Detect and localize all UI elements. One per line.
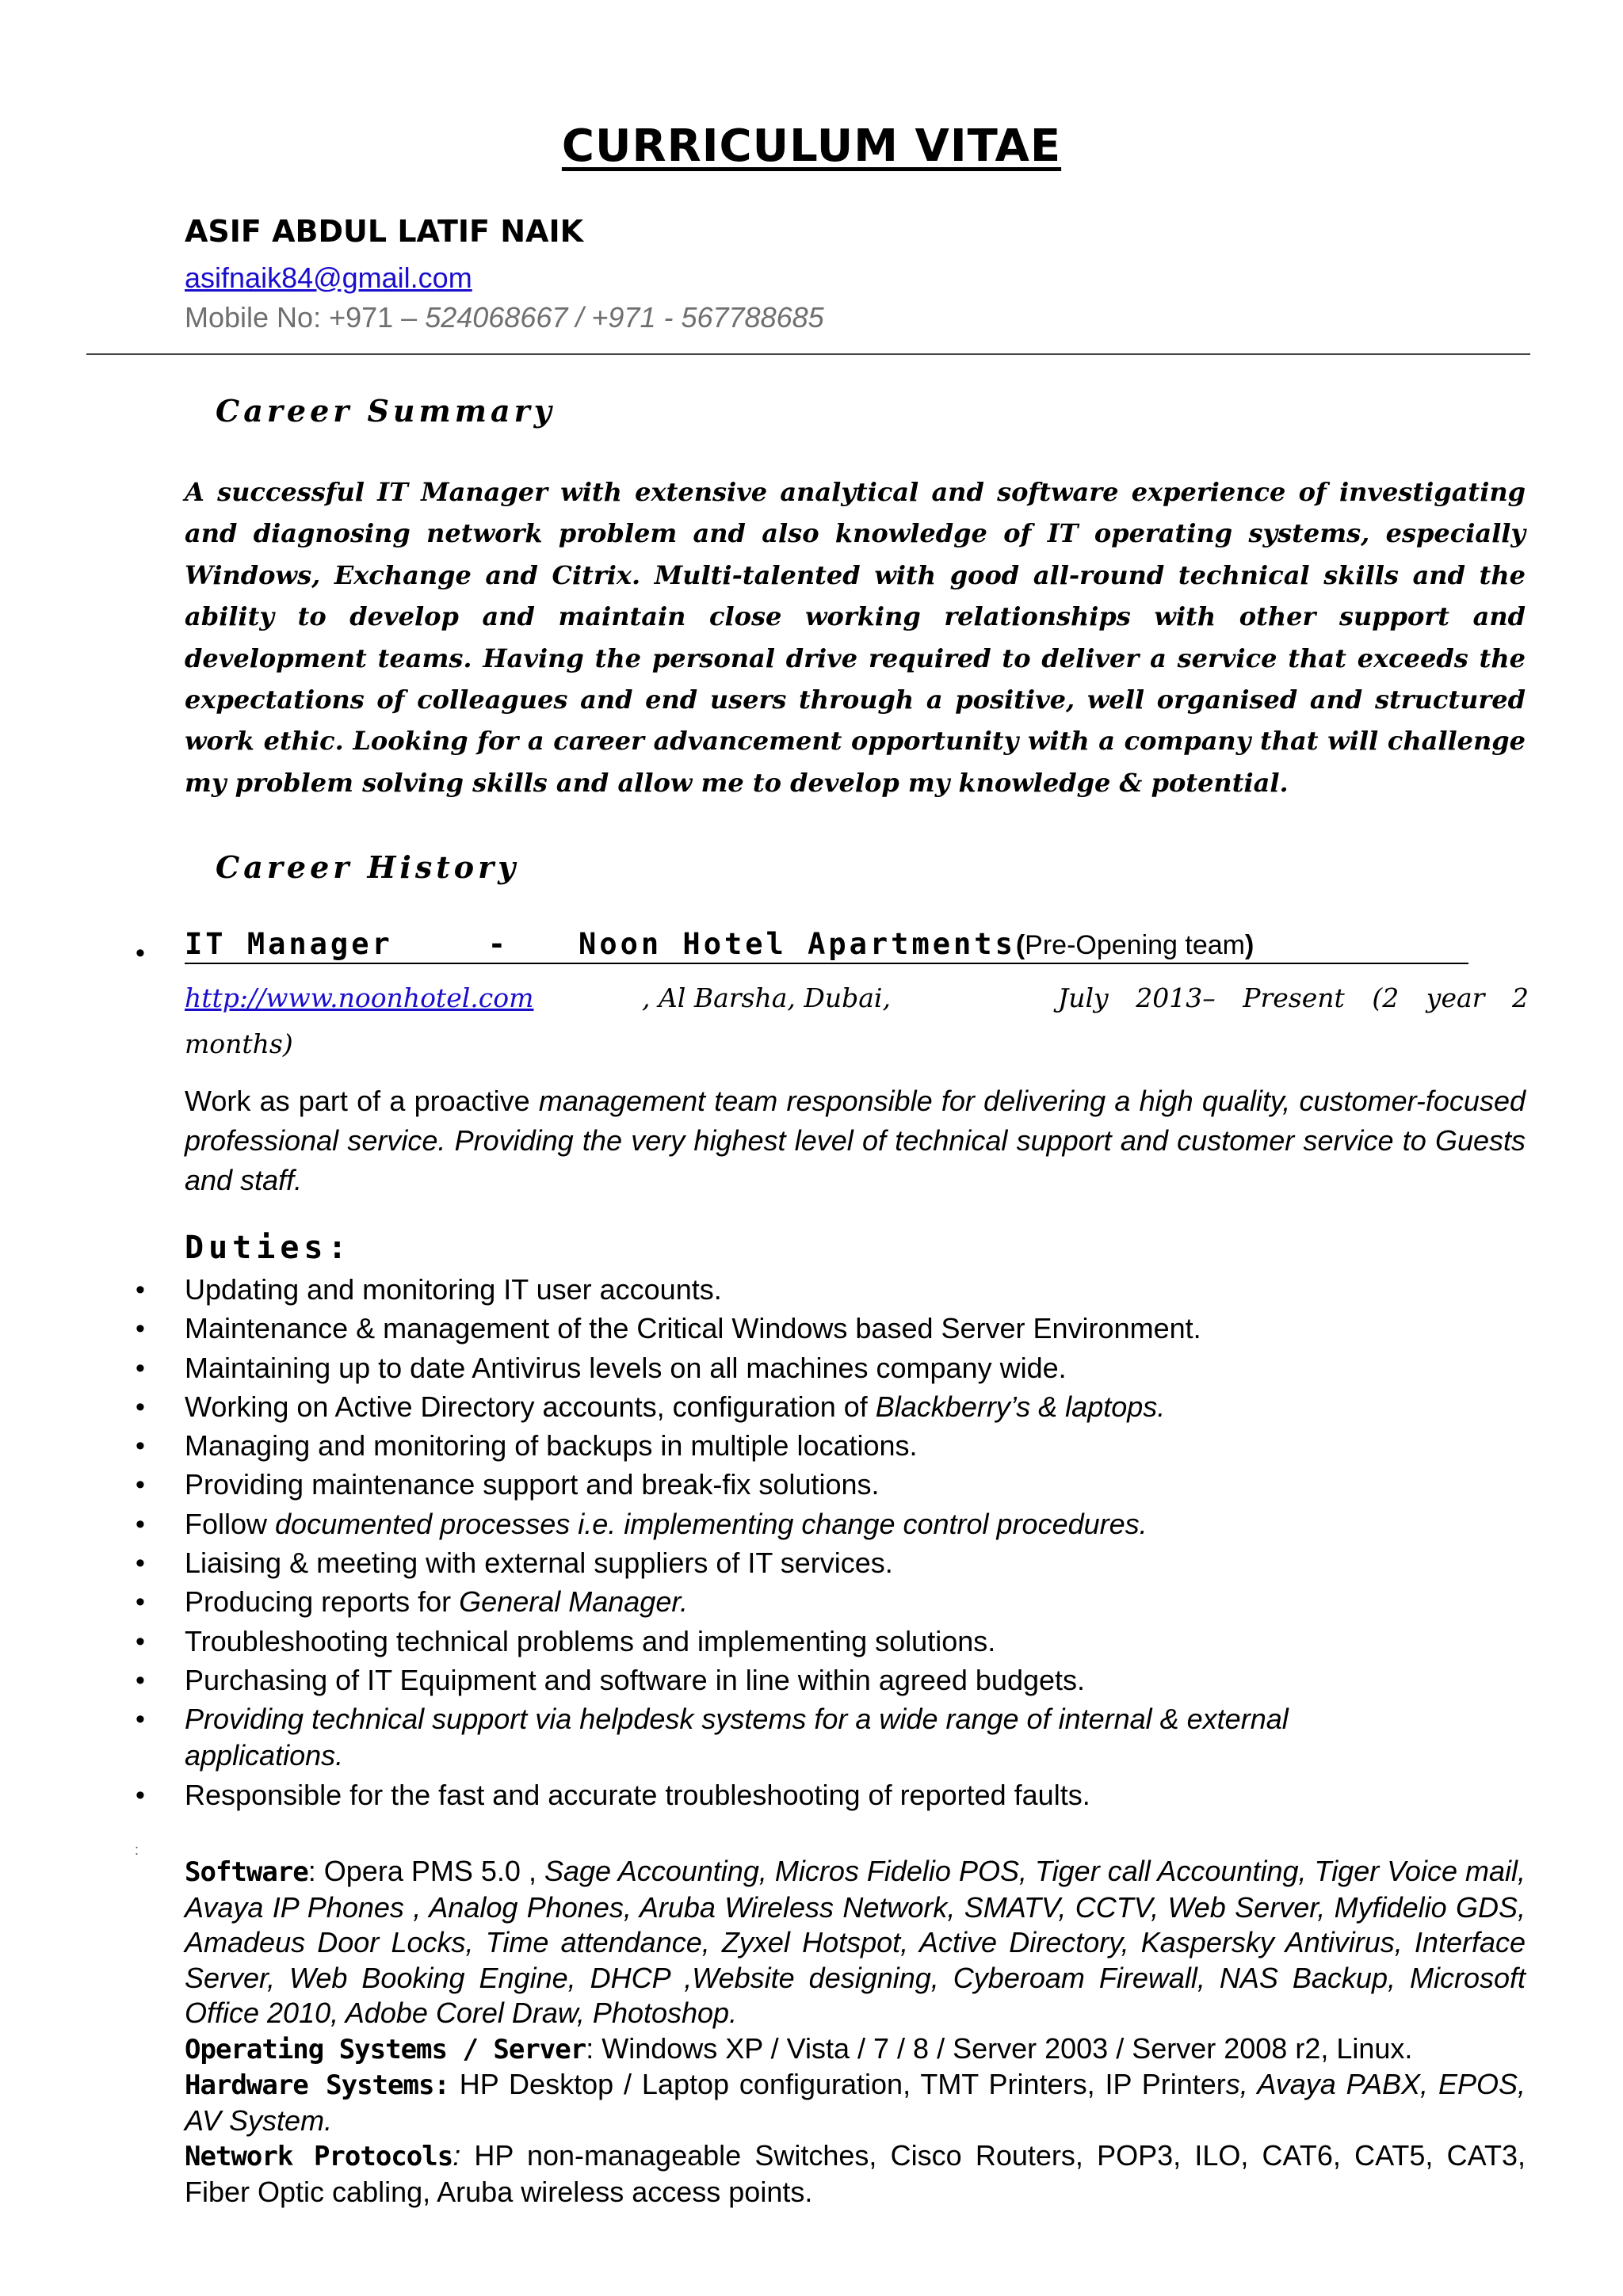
job-heading (185, 927, 1468, 964)
list-item: • Responsible for the fast and accurate troubleshooting of reported faults. (0, 1777, 1389, 1814)
header-divider (86, 353, 1530, 355)
document-title: CURRICULUM VITAE (561, 120, 1062, 172)
bullet-icon: • (136, 1470, 145, 1501)
stray-colon: : (135, 1842, 139, 1858)
job-team: Pre-Opening team (1025, 930, 1245, 960)
technical-skills (185, 1854, 1526, 2210)
duties-list (0, 1272, 1623, 1816)
paren-close: ) (1244, 930, 1254, 960)
bullet-icon: • (136, 1391, 145, 1422)
list-item: • Updating and monitoring IT user accounts. (0, 1272, 1389, 1308)
network-skills: Network Protocols: HP non-manageable Switches, Cisco Routers, POP3, ILO, CAT6, CAT5, CAT3, Fiber Optic cabling, Aruba wireless access points. (185, 2139, 1526, 2208)
os-skills: Operating Systems / Server: Windows XP / Vista / 7 / 8 / Server 2003 / Server 2008 r2, Linux. (185, 2031, 1413, 2065)
bullet-icon: • (136, 1704, 145, 1735)
bullet-icon: • (136, 1548, 145, 1579)
list-item: • Maintaining up to date Antivirus levels on all machines company wide. (0, 1350, 1389, 1386)
hardware-skills: Hardware Systems: HP Desktop / Laptop configuration, TMT Printers, IP Printers, Avaya PABX, EPOS, AV System. (185, 2068, 1526, 2137)
bullet-icon: • (136, 1626, 145, 1657)
job-intro-italic: management team responsible for delivering a high quality, customer-focused professional service. Providing the very highest level of technical support and customer service to Guests and staff. (185, 1085, 1526, 1196)
list-item: • Follow documented processes i.e. implementing change control procedures. (0, 1506, 1389, 1543)
job-bullet: • (136, 938, 145, 968)
duties-heading: Duties: (185, 1230, 352, 1266)
job-location: , Al Barsha, Dubai, (642, 982, 891, 1013)
list-item: • Troubleshooting technical problems and implementing solutions. (0, 1623, 1389, 1660)
list-item: • Providing maintenance support and break-fix solutions. (0, 1466, 1389, 1503)
career-history-heading: Career History (216, 849, 520, 885)
list-item: • Managing and monitoring of backups in multiple locations. (0, 1428, 1389, 1464)
career-summary-heading: Career Summary (216, 393, 556, 429)
software-label: Software (185, 1856, 308, 1888)
bullet-icon: • (136, 1431, 145, 1462)
job-intro-plain: Work as part of a proactive (185, 1085, 539, 1117)
list-item: • Maintenance & management of the Critical Windows based Server Environment. (0, 1310, 1389, 1347)
list-item: • Liaising & meeting with external suppliers of IT services. (0, 1545, 1389, 1581)
bullet-icon: • (136, 1779, 145, 1810)
email-link[interactable]: asifnaik84@gmail.com (185, 261, 472, 294)
bullet-icon: • (136, 1352, 145, 1383)
list-item: • Purchasing of IT Equipment and software in line within agreed budgets. (0, 1662, 1389, 1699)
mobile-label: Mobile No: +971 – (185, 301, 426, 334)
company-website-link[interactable]: http://www.noonhotel.com (185, 982, 534, 1013)
bullet-icon: • (136, 1508, 145, 1539)
career-summary-text: A successful IT Manager with extensive analytical and software experience of investigating and diagnosing network problem and also knowledge of IT operating systems, especially Windows, Exchange and Citrix. Multi-talented with good all-round technical skills and the ability to develop and maintain close working relationships with other support and development teams. Having the personal drive required to deliver a service that exceeds the expectations of colleagues and end users through a positive, well organised and structured work ethic. Looking for a career advancement opportunity with a company that will challenge my problem solving skills and allow me to develop my knowledge & potential. (185, 477, 1526, 798)
os-label: Operating Systems / Server (185, 2033, 586, 2065)
bullet-icon: • (136, 1275, 145, 1305)
software-skills: Software: Opera PMS 5.0 , Sage Accounting, Micros Fidelio POS, Tiger call Accounting, Tiger Voice mail, Avaya IP Phones , Analog Phones, Aruba Wireless Network, SMATV, CCTV, Web Server, Myfidelio GDS, Amadeus Door Locks, Time attendance, Zyxel Hotspot, Active Directory, Kaspersky Antivirus, Interface Server, Web Booking Engine, DHCP ,Website designing, Cyberoam Firewall, NAS Backup, Microsoft Office 2010, Adobe Corel Draw, Photoshop. (185, 1855, 1526, 2029)
bullet-icon: • (136, 1314, 145, 1344)
mobile-numbers (185, 301, 824, 334)
bullet-icon: • (136, 1587, 145, 1618)
job-period: July 2013– Present (2 year 2 (1058, 982, 1529, 1013)
job-intro (185, 1081, 1526, 1200)
hardware-label: Hardware Systems: (185, 2069, 449, 2101)
job-title: IT Manager (185, 927, 393, 961)
list-item: • Providing technical support via helpdesk systems for a wide range of internal & external applications. (136, 1703, 1289, 1772)
job-period-continued: months) (185, 1028, 293, 1059)
paren-open: ( (1015, 930, 1025, 960)
list-item: • Producing reports for General Manager. (0, 1584, 1389, 1620)
job-dash: - (487, 927, 506, 961)
bullet-icon: • (136, 1665, 145, 1695)
job-company: Noon Hotel Apartments (579, 927, 1016, 961)
list-item: • Working on Active Directory accounts, configuration of Blackberry’s & laptops. (0, 1389, 1389, 1425)
candidate-name: ASIF ABDUL LATIF NAIK (185, 214, 584, 249)
network-label: Network Protocols (185, 2141, 453, 2172)
mobile-value: 524068667 / +971 - 567788685 (425, 301, 824, 334)
